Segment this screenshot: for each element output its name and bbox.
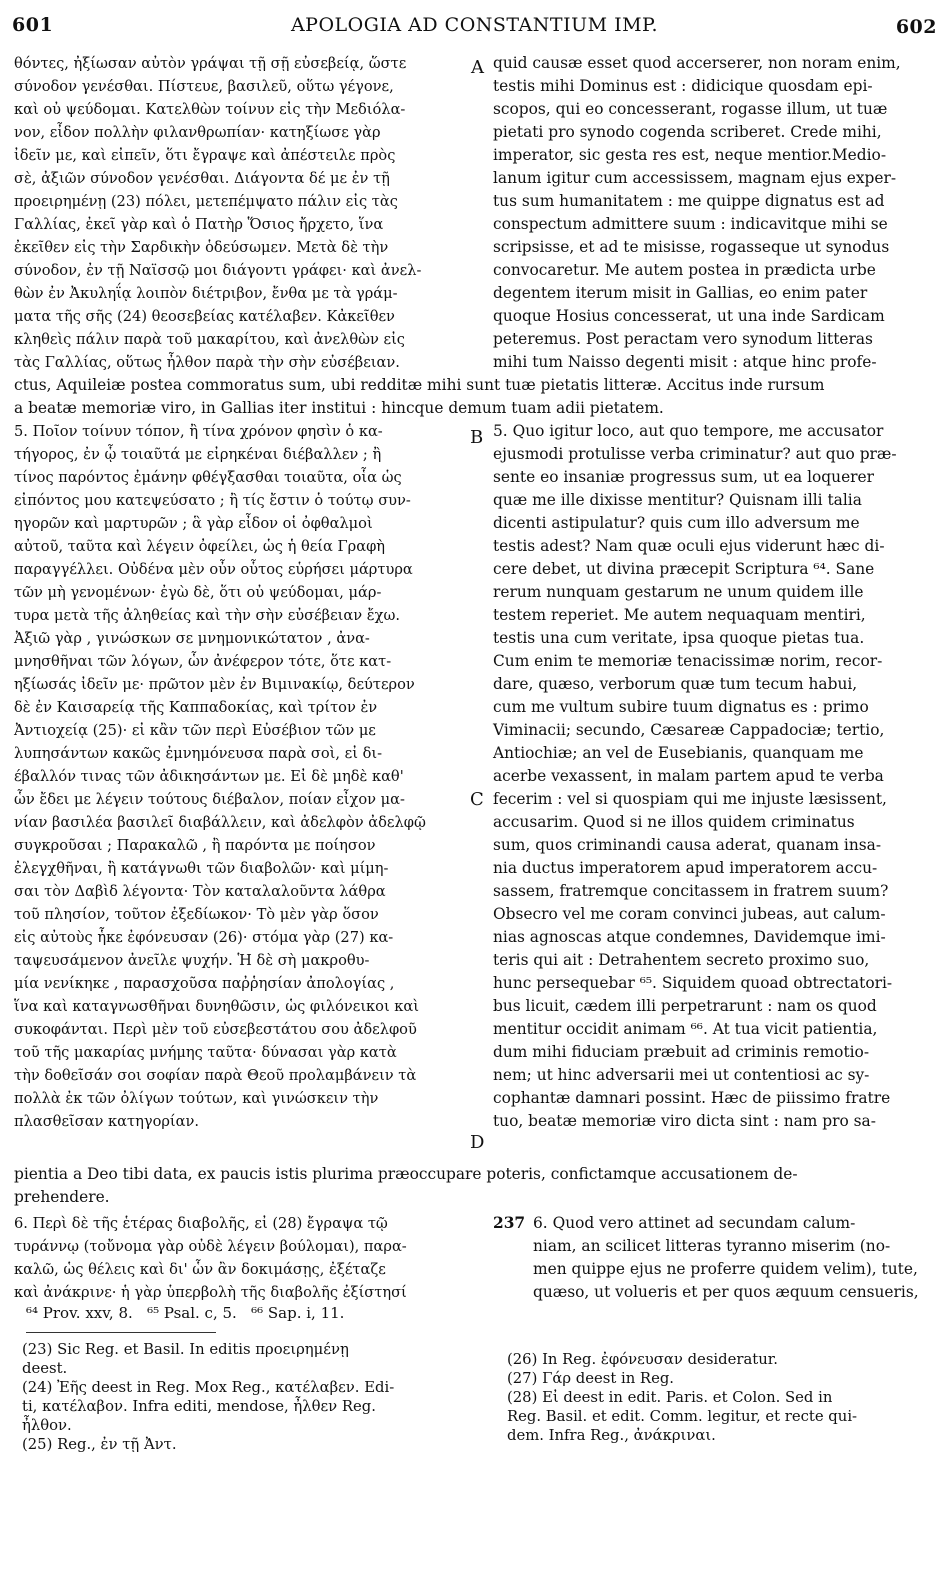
page-number-left: 601: [12, 14, 54, 36]
page-header: [12, 14, 937, 46]
footnotes-left: (23) Sic Reg. et Basil. In editis προειρημένῃ deest. (24) Ἐῆς deest in Reg. Mox Reg., κατέλαβεν. Edi- ti, κατέλαβον. Infra editi, mendose, ἦλθεν Reg. ἦλθον. (25) Reg., ἐν τῇ Ἀντ.: [22, 1341, 395, 1453]
page-number-right: 602: [895, 16, 937, 38]
latin-column-3: 6. Quod vero attinet ad secundam calum- niam, an scilicet litteras tyranno miserim (no- men quippe ejus ne proferre quidem velim), tute, quæso, ut volueris et per quos æquum censueris,: [533, 1214, 919, 1301]
latin-fullwidth-1: ctus, Aquileiæ postea commoratus sum, ubi redditæ mihi sunt tuæ pietatis litteræ. Accitus inde rursum a beatæ memoriæ viro, in Gallias iter institui : hincque demum tuam adii pietatem.: [14, 376, 825, 417]
greek-column-1: θόντες, ἠξίωσαν αὐτὸν γράψαι τῇ σῇ εὐσεβείᾳ, ὥστε σύνοδον γενέσθαι. Πίστευε, βασιλεῦ, οὕτω γέγονε, καὶ οὐ ψεύδομαι. Κατελθὼν τοίνυν εἰς τὴν Μεδιόλα- νον, εἶδον πολλὴν φιλανθρωπίαν· κατηξίωσε γὰρ ἰδεῖν με, καὶ εἰπεῖν, ὅτι ἔγραψε καὶ ἀπέστειλε πρὸς σὲ, ἀξιῶν σύνοδον γενέσθαι. Διάγοντα δέ με ἐν τῇ προειρημένῃ (23) πόλει, μετεπέμψατο πάλιν εἰς τὰς Γαλλίας, ἐκεῖ γὰρ καὶ ὁ Πατὴρ Ὅσιος ἤρχετο, ἵνα ἐκεῖθεν εἰς τὴν Σαρδικὴν ὁδεύσωμεν. Μετὰ δὲ τὴν σύνοδον, ἐν τῇ Ναϊσσῷ μοι διάγοντι γράφει· καὶ ἀνελ- θὼν ἐν Ἀκυληΐᾳ λοιπὸν διέτριβον, ἔνθα με τὰ γράμ- ματα τῆς σῆς (24) θεοσεβείας κατέλαβεν. Κἀκεῖθεν κληθεὶς πάλιν παρὰ τοῦ μακαρίτου, καὶ ἀνελθὼν εἰς τὰς Γαλλίας, οὕτως ἦλθον παρὰ τὴν σὴν εὐσέβειαν.: [14, 55, 422, 371]
latin-column-1: quid causæ esset quod accerserer, non noram enim, testis mihi Dominus est : didicique quosdam epi- scopos, qui eo concesserant, rogasse illum, ut tuæ pietati pro synodo cogenda scriberet. Crede mihi, imperator, sic gesta res est, neque mentior.Medio- lanum igitur cum accessissem, magnam ejus exper- tus sum humanitatem : me quippe dignatus est ad conspectum admittere suum : indicavitque mihi se scripsisse, et ad te misisse, rogasseque ut synodus convocaretur. Me autem postea in prædicta urbe degentem iterum misit in Gallias, eo enim pater quoque Hosius concesserat, ut una inde Sardicam peteremus. Post peractam vero synodum litteras mihi tum Naisso degenti misit : atque hinc profe-: [493, 54, 901, 371]
margin-marker-c: C: [470, 789, 484, 810]
latin-fullwidth-2: pientia a Deo tibi data, ex paucis istis plurima præoccupare poteris, confictamque accusationem de- prehendere.: [14, 1165, 798, 1206]
margin-marker-a: A: [471, 57, 484, 78]
greek-column-3: 6. Περὶ δὲ τῆς ἑτέρας διαβολῆς, εἰ (28) ἔγραψα τῷ τυράννῳ (τοὔνομα γὰρ οὐδὲ λέγειν βούλομαι), παρα- καλῶ, ὡς θέλεις καὶ δι' ὧν ἂν δοκιμάσῃς, ἐξέταζε καὶ ἀνάκρινε· ἡ γὰρ ὑπερβολὴ τῆς διαβολῆς ἐξίστησί: [14, 1215, 407, 1301]
running-title: APOLOGIA AD CONSTANTIUM IMP.: [290, 14, 659, 36]
greek-column-2: 5. Ποῖον τοίνυν τόπον, ἢ τίνα χρόνον φησὶν ὁ κα- τήγορος, ἐν ᾧ τοιαῦτά με εἰρηκέναι διέβαλλεν ; ἢ τίνος παρόντος ἐμάνην φθέγξασθαι τοιαῦτα, οἷα ὡς εἰπόντος μου κατεψεύσατο ; ἢ τίς ἔστιν ὁ τούτῳ συν- ηγορῶν καὶ μαρτυρῶν ; ἃ γὰρ εἶδον οἱ ὀφθαλμοὶ αὐτοῦ, ταῦτα καὶ λέγειν ὀφείλει, ὡς ἡ θεία Γραφὴ παραγγέλλει. Οὐδένα μὲν οὖν οὗτος εὑρήσει μάρτυρα τῶν μὴ γενομένων· ἐγὼ δὲ, ὅτι οὐ ψεύδομαι, μάρ- τυρα μετὰ τῆς ἀληθείας καὶ τὴν σὴν εὐσέβειαν ἔχω. Ἀξιῶ γὰρ , γινώσκων σε μνημονικώτατον , ἀνα- μνησθῆναι τῶν λόγων, ὧν ἀνέφερον τότε, ὅτε κατ- ηξίωσάς ἰδεῖν με· πρῶτον μὲν ἐν Βιμινακίῳ, δεύτερον δὲ ἐν Καισαρείᾳ τῆς Καππαδοκίας, καὶ τρίτον ἐν Ἀντιοχείᾳ (25)· εἰ κἂν τῶν περὶ Εὐσέβιον τῶν με λυπησάντων κακῶς ἐμνημόνευσα παρὰ σοὶ, εἰ δι- έβαλλόν τινας τῶν ἀδικησάντων με. Εἰ δὲ μηδὲ καθ' ὧν ἔδει με λέγειν τούτους διέβαλον, ποίαν εἶχον μα- νίαν βασιλέα βασιλεῖ διαβάλλειν, καὶ ἀδελφὸν ἀδελφῷ συγκροῦσαι ; Παρακαλῶ , ἢ παρόντα με ποίησον ἐλεγχθῆναι, ἢ κατάγνωθι τῶν διαβολῶν· καὶ μίμη- σαι τὸν Δαβὶδ λέγοντα· Τὸν καταλαλοῦντα λάθρα τοῦ πλησίον, τοῦτον ἐξεδίωκον· Τὸ μὲν γὰρ ὅσον εἰς αὐτοὺς ἧκε ἐφόνευσαν (26)· στόμα γὰρ (27) κα- ταψευσάμενον ἀνεῖλε ψυχήν. Ἡ δὲ σὴ μακροθυ- μία νενίκηκε , παρασχοῦσα παῤῥησίαν ἀπολογίας , ἵνα καὶ καταγνωσθῆναι δυνηθῶσιν, ὡς φιλόνεικοι καὶ συκοφάνται. Περὶ μὲν τοῦ εὐσεβεστάτου σου ἀδελφοῦ τοῦ τῆς μακαρίας μνήμης ταῦτα· δύνασαι γὰρ κατὰ τὴν δοθεῖσάν σοι σοφίαν παρὰ Θεοῦ προλαμβάνειν τὰ πολλὰ ἐκ τῶν ὀλίγων τούτων, καὶ γινώσκειν τὴν πλασθεῖσαν κατηγορίαν.: [14, 423, 426, 1130]
section-number-237: 237: [493, 1214, 526, 1232]
latin-column-2: 5. Quo igitur loco, aut quo tempore, me accusator ejusmodi protulisse verba criminatur? aut quo præ- sente eo insaniæ progressus sum, ut ea loquerer quæ me ille dixisse mentitur? Quisnam illi talia dicenti astipulatur? quis cum illo adversum me testis adest? Nam quæ oculi ejus viderunt hæc di- cere debet, ut divina præcepit Scriptura ⁶⁴. Sane rerum nunquam gestarum ne unum quidem ille testem reperiet. Me autem nequaquam mentiri, testis una cum veritate, ipsa quoque pietas tua. Cum enim te memoriæ tenacissimæ norim, recor- dare, quæso, verborum quæ tum tecum habui, cum me vultum subire tuum dignatus es : primo Viminacii; secundo, Cæsareæ Cappadociæ; tertio, Antiochiæ; an vel de Eusebianis, quanquam me acerbe vexassent, in malam partem apud te verba fecerim : vel si quospiam qui me injuste læsissent, accusarim. Quod si ne illos quidem criminatus sum, quos criminandi causa aderat, quanam insa- nia ductus imperatorem apud imperatorem accu- sassem, fratremque concitassem in fratrem suum? Obsecro vel me coram convinci jubeas, aut calum- nias agnoscas atque condemnes, Davidemque imi- teris qui ait : Detrahentem secreto proximo suo, hunc persequebar ⁶⁵. Siquidem quoad obtrectatori- bus licuit, cædem illi perpetrarunt : nam os quod mentitur occidit animam ⁶⁶. At tua vicit patientia, dum mihi fiduciam præbuit ad criminis remotio- nem; ut hinc adversarii mei ut contentiosi ac sy- cophantæ damnari possint. Hæc de piissimo fratre tuo, beatæ memoriæ viro dicta sint : nam pro sa-: [493, 422, 897, 1130]
footnotes-right: (26) In Reg. ἐφόνευσαν desideratur. (27) Γάρ deest in Reg. (28) Εἰ deest in edit. Paris. et Colon. Sed in Reg. Basil. et edit. Comm. legitur, et recte qui- dem. Infra Reg., ἀνάκριναι.: [507, 1351, 858, 1444]
footnote-rule: [26, 1332, 216, 1333]
margin-marker-b: B: [470, 427, 484, 448]
scripture-references: ⁶⁴ Prov. xxv, 8. ⁶⁵ Psal. c, 5. ⁶⁶ Sap. i, 11.: [26, 1304, 345, 1322]
margin-marker-d: D: [470, 1132, 485, 1153]
